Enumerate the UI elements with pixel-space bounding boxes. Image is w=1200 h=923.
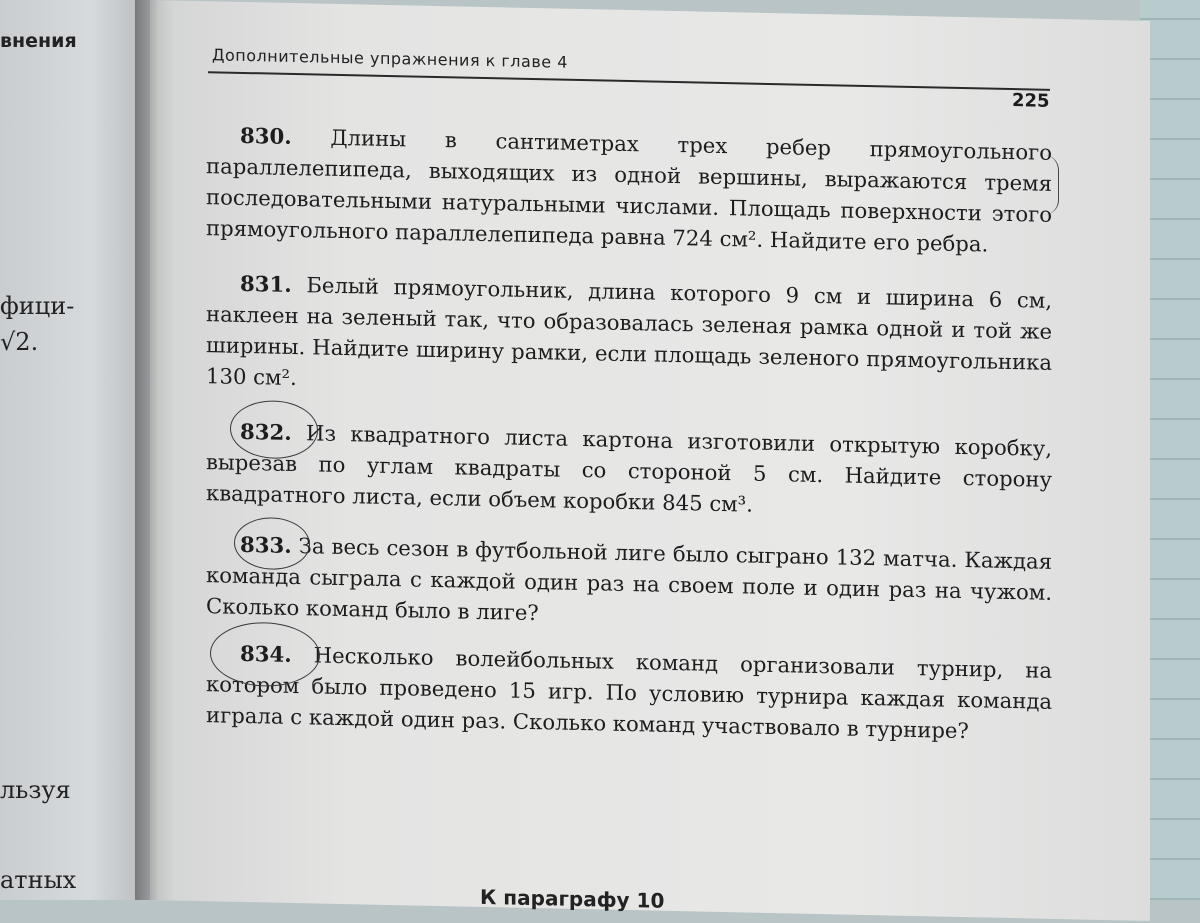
- exercise-text: Белый прямоугольник, длина которого 9 см и ширина 6 см, наклеен на зеленый так, что образовалась зеленая рамка одной и той же ширины. Найдите ширину рамки, если площадь зеленого прямоугольника 130 см².: [206, 272, 1052, 391]
- page-number: 225: [1012, 90, 1050, 112]
- exercise-832: [206, 415, 1052, 526]
- exercise-list: [206, 119, 1052, 748]
- exercise-text: За весь сезон в футбольной лиге было сыграно 132 матча. Каждая команда сыграла с каждой один раз на своем поле и один раз на чужом. Сколько команд было в лиге?: [206, 533, 1052, 626]
- left-page: [0, 0, 150, 900]
- running-title: Дополнительные упражнения к главе 4: [212, 45, 568, 72]
- exercise-text: Несколько волейбольных команд организовали турнир, на котором было проведено 15 игр. По условию турнира каждая команда играла с каждой один раз. Сколько команд участвовало в турнире?: [206, 642, 1052, 744]
- exercise-830: [206, 119, 1052, 261]
- exercise-number: 833.: [240, 531, 292, 558]
- exercise-834: [206, 637, 1052, 748]
- exercise-number: 831.: [240, 270, 292, 297]
- header-rule: [208, 71, 1050, 91]
- section-heading: К параграфу 10: [480, 884, 665, 913]
- exercise-number: 830.: [240, 122, 292, 149]
- book-page: [150, 0, 1150, 921]
- left-page-text-fragment: атных: [0, 866, 77, 894]
- exercise-number: 832.: [240, 418, 292, 445]
- exercise-833: [206, 528, 1052, 639]
- exercise-text: Длины в сантиметрах трех ребер прямоугольного параллелепипеда, выходящих из одной вершины, выражаются тремя последовательными натуральными числами. Площадь поверхности этого прямоугольного параллелепипеда равна 724 см². Найдите его ребра.: [206, 124, 1052, 257]
- exercise-831: [206, 267, 1052, 409]
- left-page-text-fragment: √2.: [0, 328, 39, 356]
- left-page-text-fragment: фици-: [0, 292, 75, 320]
- left-page-heading-fragment: внения: [0, 30, 77, 52]
- left-page-text-fragment: льзуя: [0, 776, 71, 804]
- book-gutter-shadow: [135, 0, 175, 900]
- exercise-number: 834.: [240, 640, 292, 667]
- exercise-text: Из квадратного листа картона изготовили открытую коробку, вырезав по углам квадраты со стороной 5 см. Найдите сторону квадратного листа, если объем коробки 845 см³.: [206, 420, 1052, 517]
